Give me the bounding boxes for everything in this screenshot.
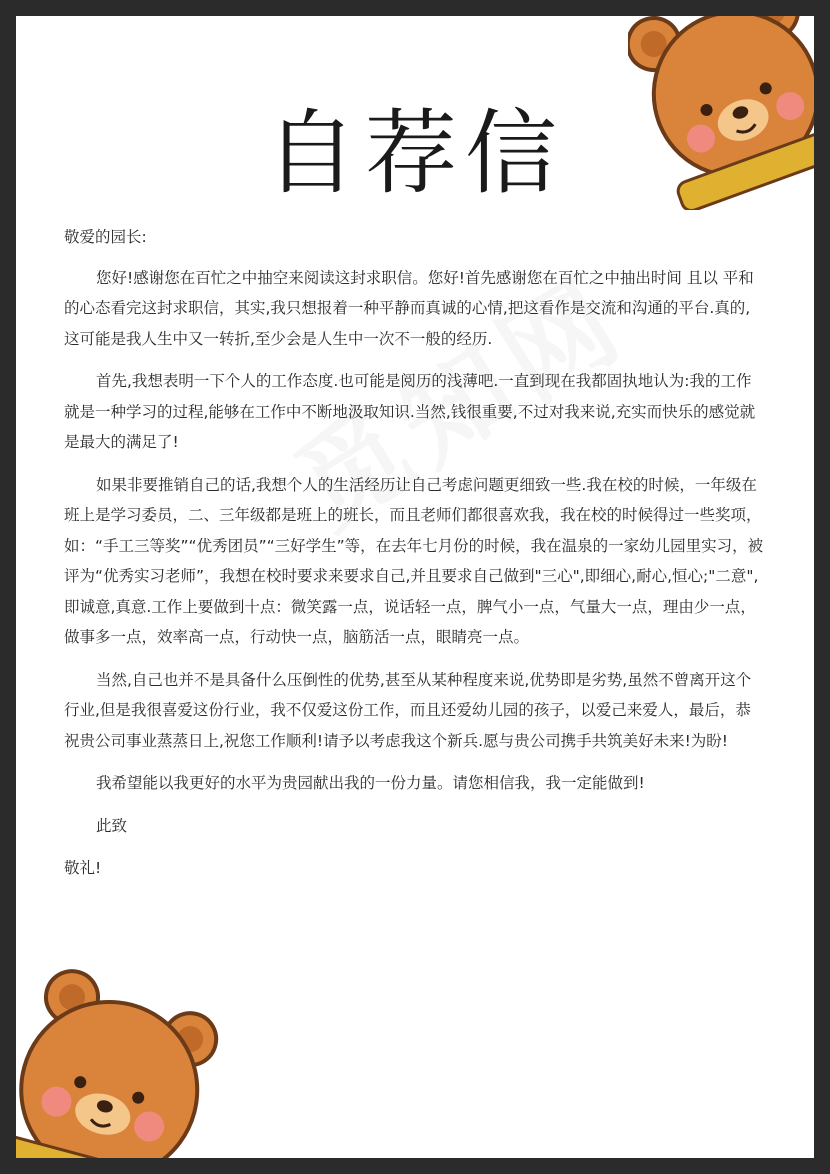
salutation: 敬爱的园长: xyxy=(64,228,147,246)
paragraph-3: 如果非要推销自己的话,我想个人的生活经历让自己考虑问题更细致一些.我在校的时候，一年级在班上是学习委员，二、三年级都是班上的班长，而且老师们都很喜欢我，我在校的时候得过一些奖项，如：“手工三等奖”“优秀团员”“三好学生”等，在去年七月份的时候，我在温泉的一家幼儿园里实习，被评为“优秀实习老师”，我想在校时要求来要求自己,并且要求自己做到"三心",即细心,耐心,恒心;"二意",即诚意,真意.工作上要做到十点：微笑露一点，说话轻一点，脾气小一点，气量大一点，理由少一点，做事多一点，效率高一点，行动快一点，脑筋活一点，眼睛亮一点。 xyxy=(64,475,764,646)
letter-body xyxy=(64,222,764,896)
letter-page xyxy=(16,16,814,1158)
paragraph-5: 我希望能以我更好的水平为贵园献出我的一份力量。请您相信我，我一定能做到! xyxy=(96,774,645,792)
paragraph-4: 当然,自己也并不是具备什么压倒性的优势,甚至从某种程度来说,优势即是劣势,虽然不曾离开这个行业,但是我很喜爱这份行业，我不仅爱这份工作，而且还爱幼儿园的孩子，以爱己来爱人，最后，恭祝贵公司事业蒸蒸日上,祝您工作顺利!请予以考虑我这个新兵.愿与贵公司携手共筑美好未来!为盼! xyxy=(64,670,752,750)
paragraph-2: 首先,我想表明一下个人的工作态度.也可能是阅历的浅薄吧.一直到现在我都固执地认为:我的工作就是一种学习的过程,能够在工作中不断地汲取知识.当然,钱很重要,不过对我来说,充实而快乐的感觉就是最大的满足了! xyxy=(64,372,756,451)
page-title: 自荐信 xyxy=(264,100,565,207)
paragraph-1: 您好!感谢您在百忙之中抽空来阅读这封求职信。您好!首先感谢您在百忙之中抽出时间 且以 平和的心态看完这封求职信，其实,我只想报着一种平静而真诚的心情,把这看作是交流和沟通的平台.真的,这可能是我人生中又一转折,至少会是人生中一次不一般的经历. xyxy=(64,268,754,348)
bear-illustration-bottom xyxy=(16,964,222,1158)
regards: 敬礼! xyxy=(64,859,102,877)
closing: 此致 xyxy=(96,816,128,835)
